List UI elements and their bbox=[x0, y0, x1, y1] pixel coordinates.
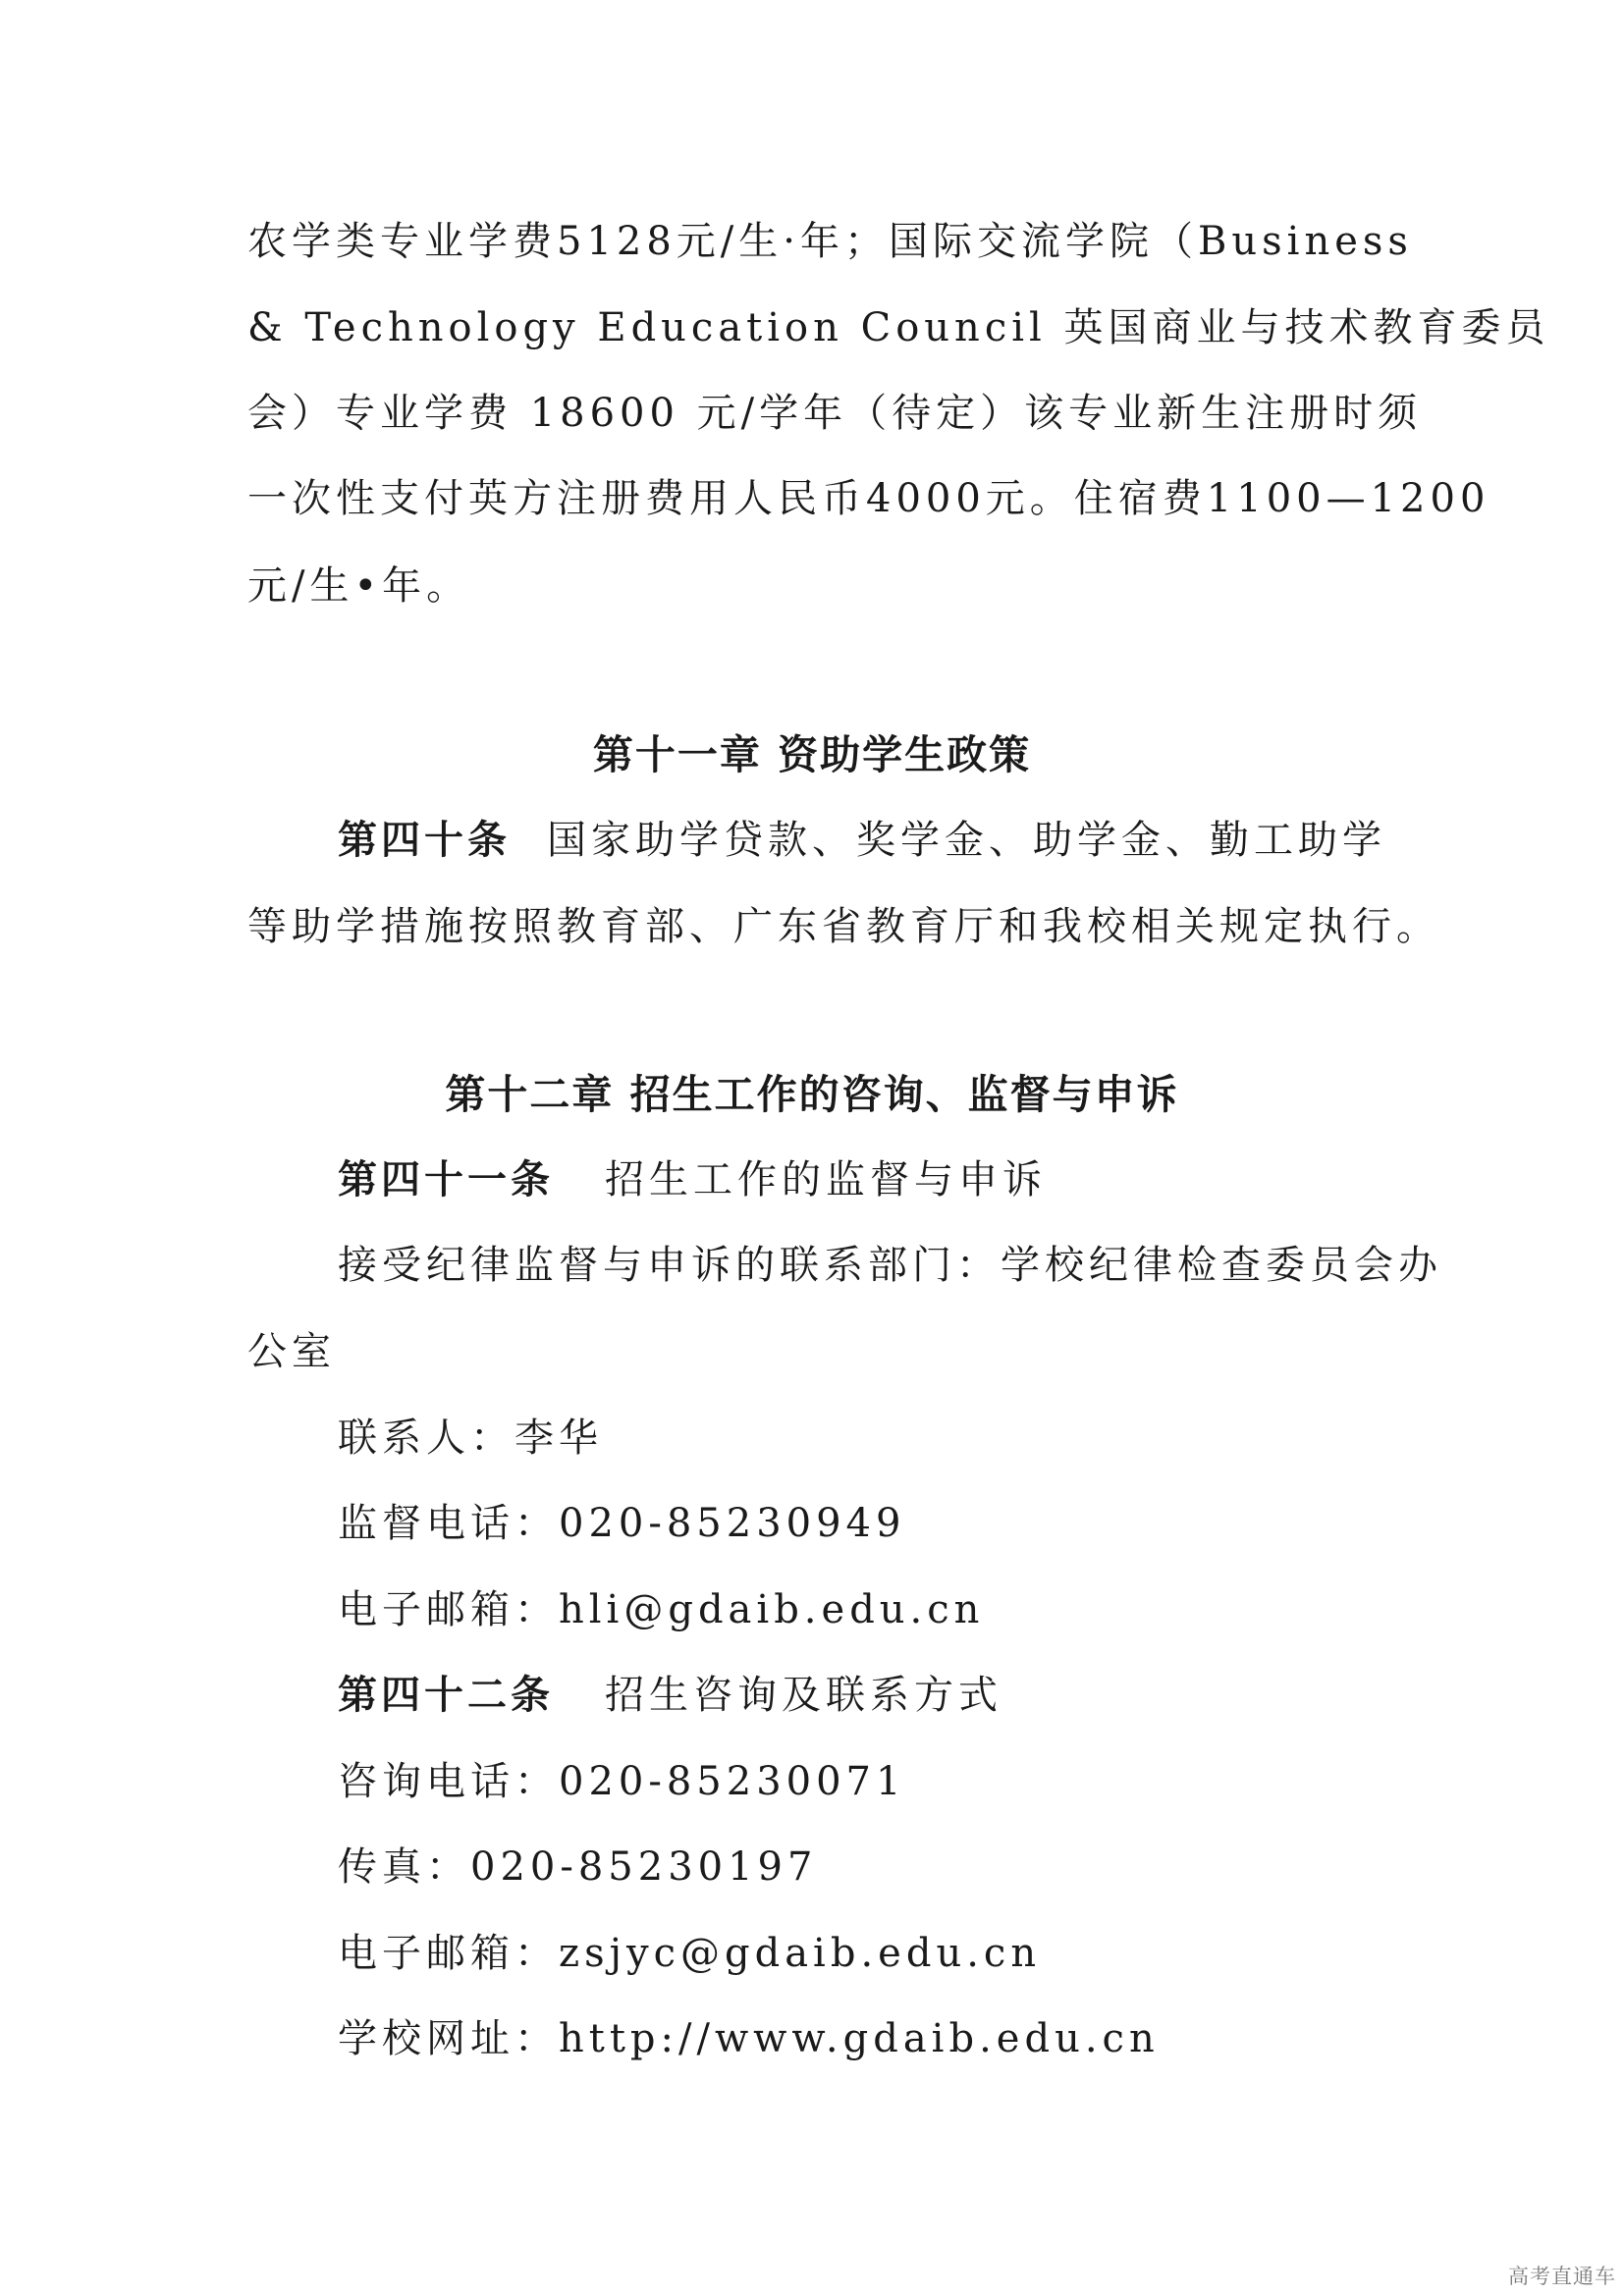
article-40-text-line-2: 等助学措施按照教育部、广东省教育厅和我校相关规定执行。 bbox=[247, 904, 1440, 949]
article-40-text-line-1: 国家助学贷款、奖学金、助学金、勤工助学 bbox=[547, 818, 1386, 863]
chapter-12-heading: 第十二章 招生工作的咨询、监督与申诉 bbox=[445, 1071, 1179, 1118]
article-41-email: 电子邮箱：hli@gdaib.edu.cn bbox=[338, 1587, 985, 1632]
article-41-line bbox=[338, 1156, 1477, 1203]
watermark-text: 高考直通车 bbox=[1508, 2265, 1616, 2288]
chapter-11-heading: 第十一章 资助学生政策 bbox=[592, 731, 1032, 778]
article-41-label: 第四十一条 bbox=[338, 1157, 554, 1202]
article-42-fax: 传真：020-85230197 bbox=[338, 1844, 818, 1890]
article-42-label: 第四十二条 bbox=[338, 1673, 554, 1718]
article-42-text: 招生咨询及联系方式 bbox=[605, 1673, 1002, 1718]
article-42-line bbox=[338, 1672, 1477, 1719]
article-41-contact: 联系人：李华 bbox=[338, 1415, 603, 1461]
article-42-phone: 咨询电话：020-85230071 bbox=[338, 1759, 906, 1804]
article-41-dept-line-2: 公室 bbox=[247, 1329, 336, 1374]
article-41-phone: 监督电话：020-85230949 bbox=[338, 1501, 906, 1546]
article-41-dept-line-1: 接受纪律监督与申诉的联系部门：学校纪律检查委员会办 bbox=[338, 1243, 1442, 1288]
fees-line-3: 会）专业学费 18600 元/学年（待定）该专业新生注册时须 bbox=[247, 391, 1423, 436]
fees-line-5: 元/生•年。 bbox=[247, 563, 471, 609]
article-42-website: 学校网址：http://www.gdaib.edu.cn bbox=[338, 2016, 1160, 2061]
article-41-text: 招生工作的监督与申诉 bbox=[605, 1157, 1047, 1202]
article-42-email: 电子邮箱：zsjyc@gdaib.edu.cn bbox=[338, 1931, 1042, 1976]
article-40-label: 第四十条 bbox=[338, 818, 511, 863]
fees-line-2: & Technology Education Council 英国商业与技术教育委员 bbox=[247, 305, 1550, 350]
article-40-line-1 bbox=[338, 817, 1386, 864]
fees-line-4: 一次性支付英方注册费用人民币4000元。住宿费1100—1200 bbox=[247, 476, 1490, 521]
fees-line-1: 农学类专业学费5128元/生·年；国际交流学院（Business bbox=[247, 219, 1413, 264]
